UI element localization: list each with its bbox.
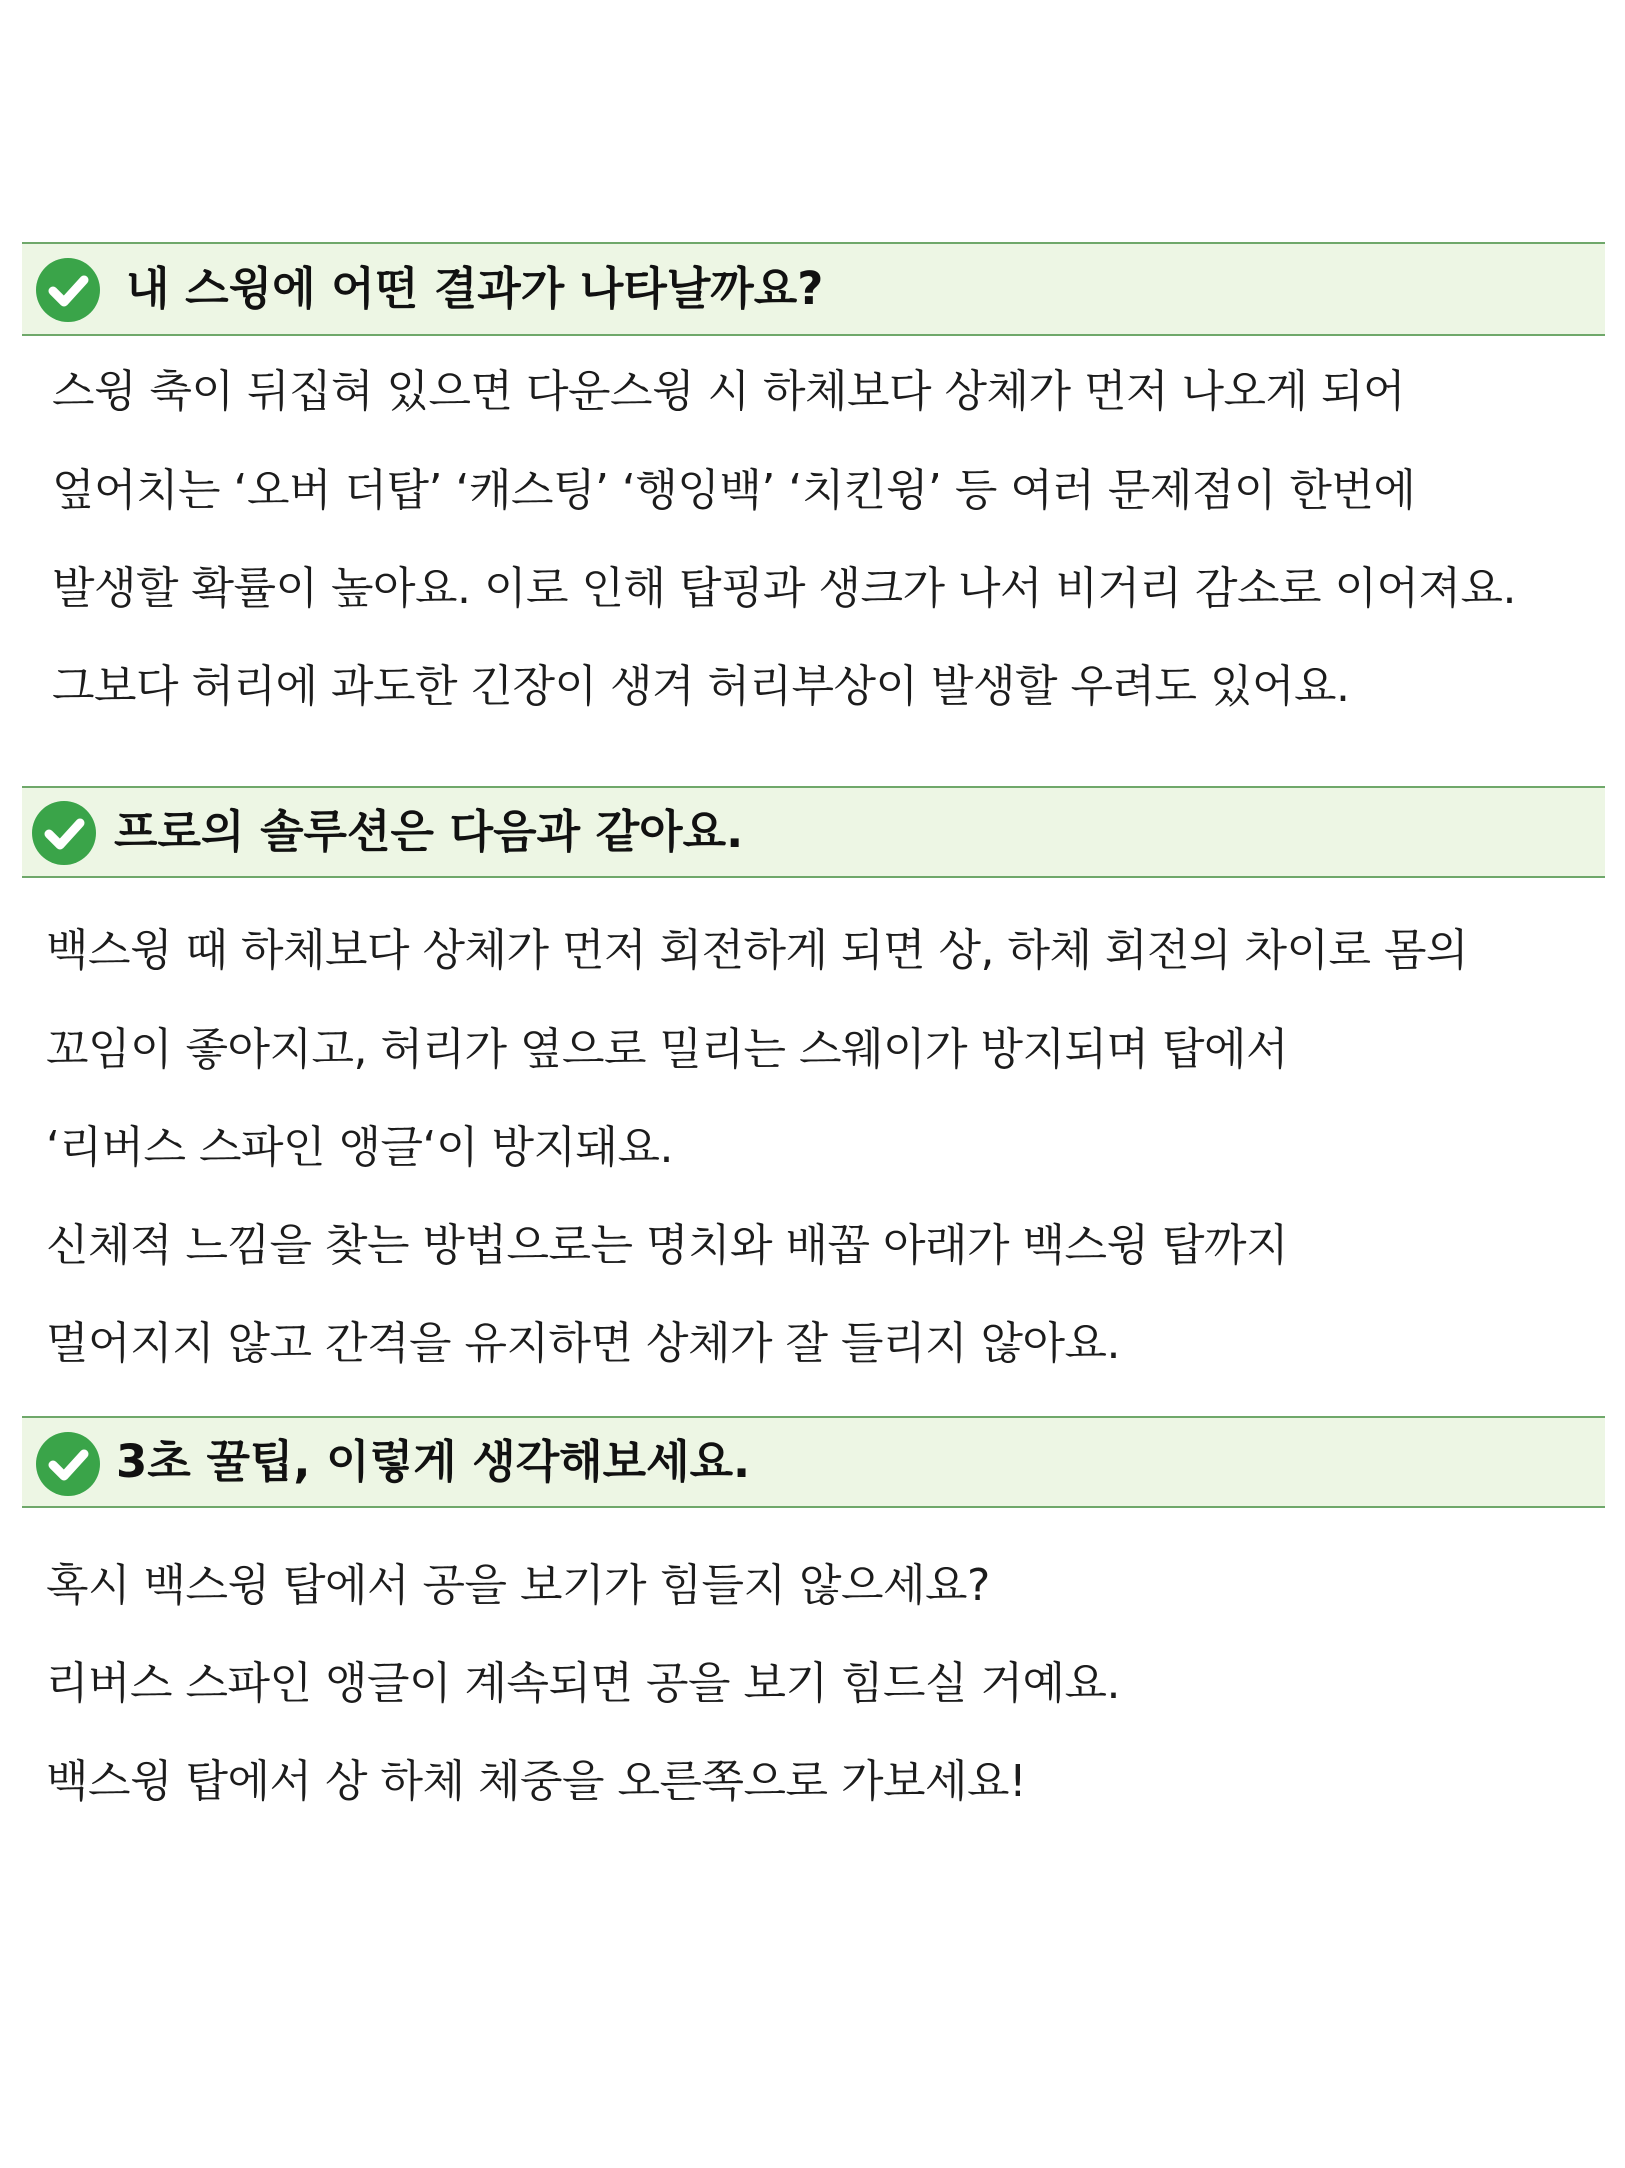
- body-line: 혹시 백스윙 탑에서 공을 보기가 힘들지 않으세요?: [46, 1560, 990, 1611]
- section-header: [22, 786, 1605, 878]
- body-line: 꼬임이 좋아지고, 허리가 옆으로 밀리는 스웨이가 방지되며 탑에서: [46, 1024, 1288, 1075]
- body-line: 그보다 허리에 과도한 긴장이 생겨 허리부상이 발생할 우려도 있어요.: [52, 661, 1350, 712]
- body-line: 백스윙 탑에서 상 하체 체중을 오른쪽으로 가보세요!: [46, 1756, 1027, 1807]
- body-line: 리버스 스파인 앵글이 계속되면 공을 보기 힘드실 거예요.: [46, 1658, 1120, 1709]
- body-line: 신체적 느낌을 찾는 방법으로는 명치와 배꼽 아래가 백스윙 탑까지: [46, 1220, 1288, 1271]
- body-line: ‘리버스 스파인 앵글‘이 방지돼요.: [46, 1122, 673, 1173]
- section-title: 프로의 솔루션은 다음과 같아요.: [114, 805, 744, 858]
- check-circle-icon: [32, 801, 96, 865]
- body-line: 엎어치는 ‘오버 더탑’ ‘캐스팅’ ‘행잉백’ ‘치킨윙’ 등 여러 문제점이 한번에: [52, 465, 1416, 516]
- section-header: [22, 1416, 1605, 1508]
- section-title: 내 스윙에 어떤 결과가 나타날까요?: [126, 262, 824, 315]
- body-line: 백스윙 때 하체보다 상체가 먼저 회전하게 되면 상, 하체 회전의 차이로 몸의: [46, 925, 1468, 976]
- body-line: 발생할 확률이 높아요. 이로 인해 탑핑과 생크가 나서 비거리 감소로 이어져요.: [52, 563, 1516, 614]
- section-header: [22, 242, 1605, 336]
- body-line: 스윙 축이 뒤집혀 있으면 다운스윙 시 하체보다 상체가 먼저 나오게 되어: [52, 366, 1405, 417]
- check-circle-icon: [36, 258, 100, 322]
- check-circle-icon: [36, 1432, 100, 1496]
- section-title: 3초 꿀팁, 이렇게 생각해보세요.: [116, 1435, 751, 1488]
- body-line: 멀어지지 않고 간격을 유지하면 상체가 잘 들리지 않아요.: [46, 1318, 1120, 1369]
